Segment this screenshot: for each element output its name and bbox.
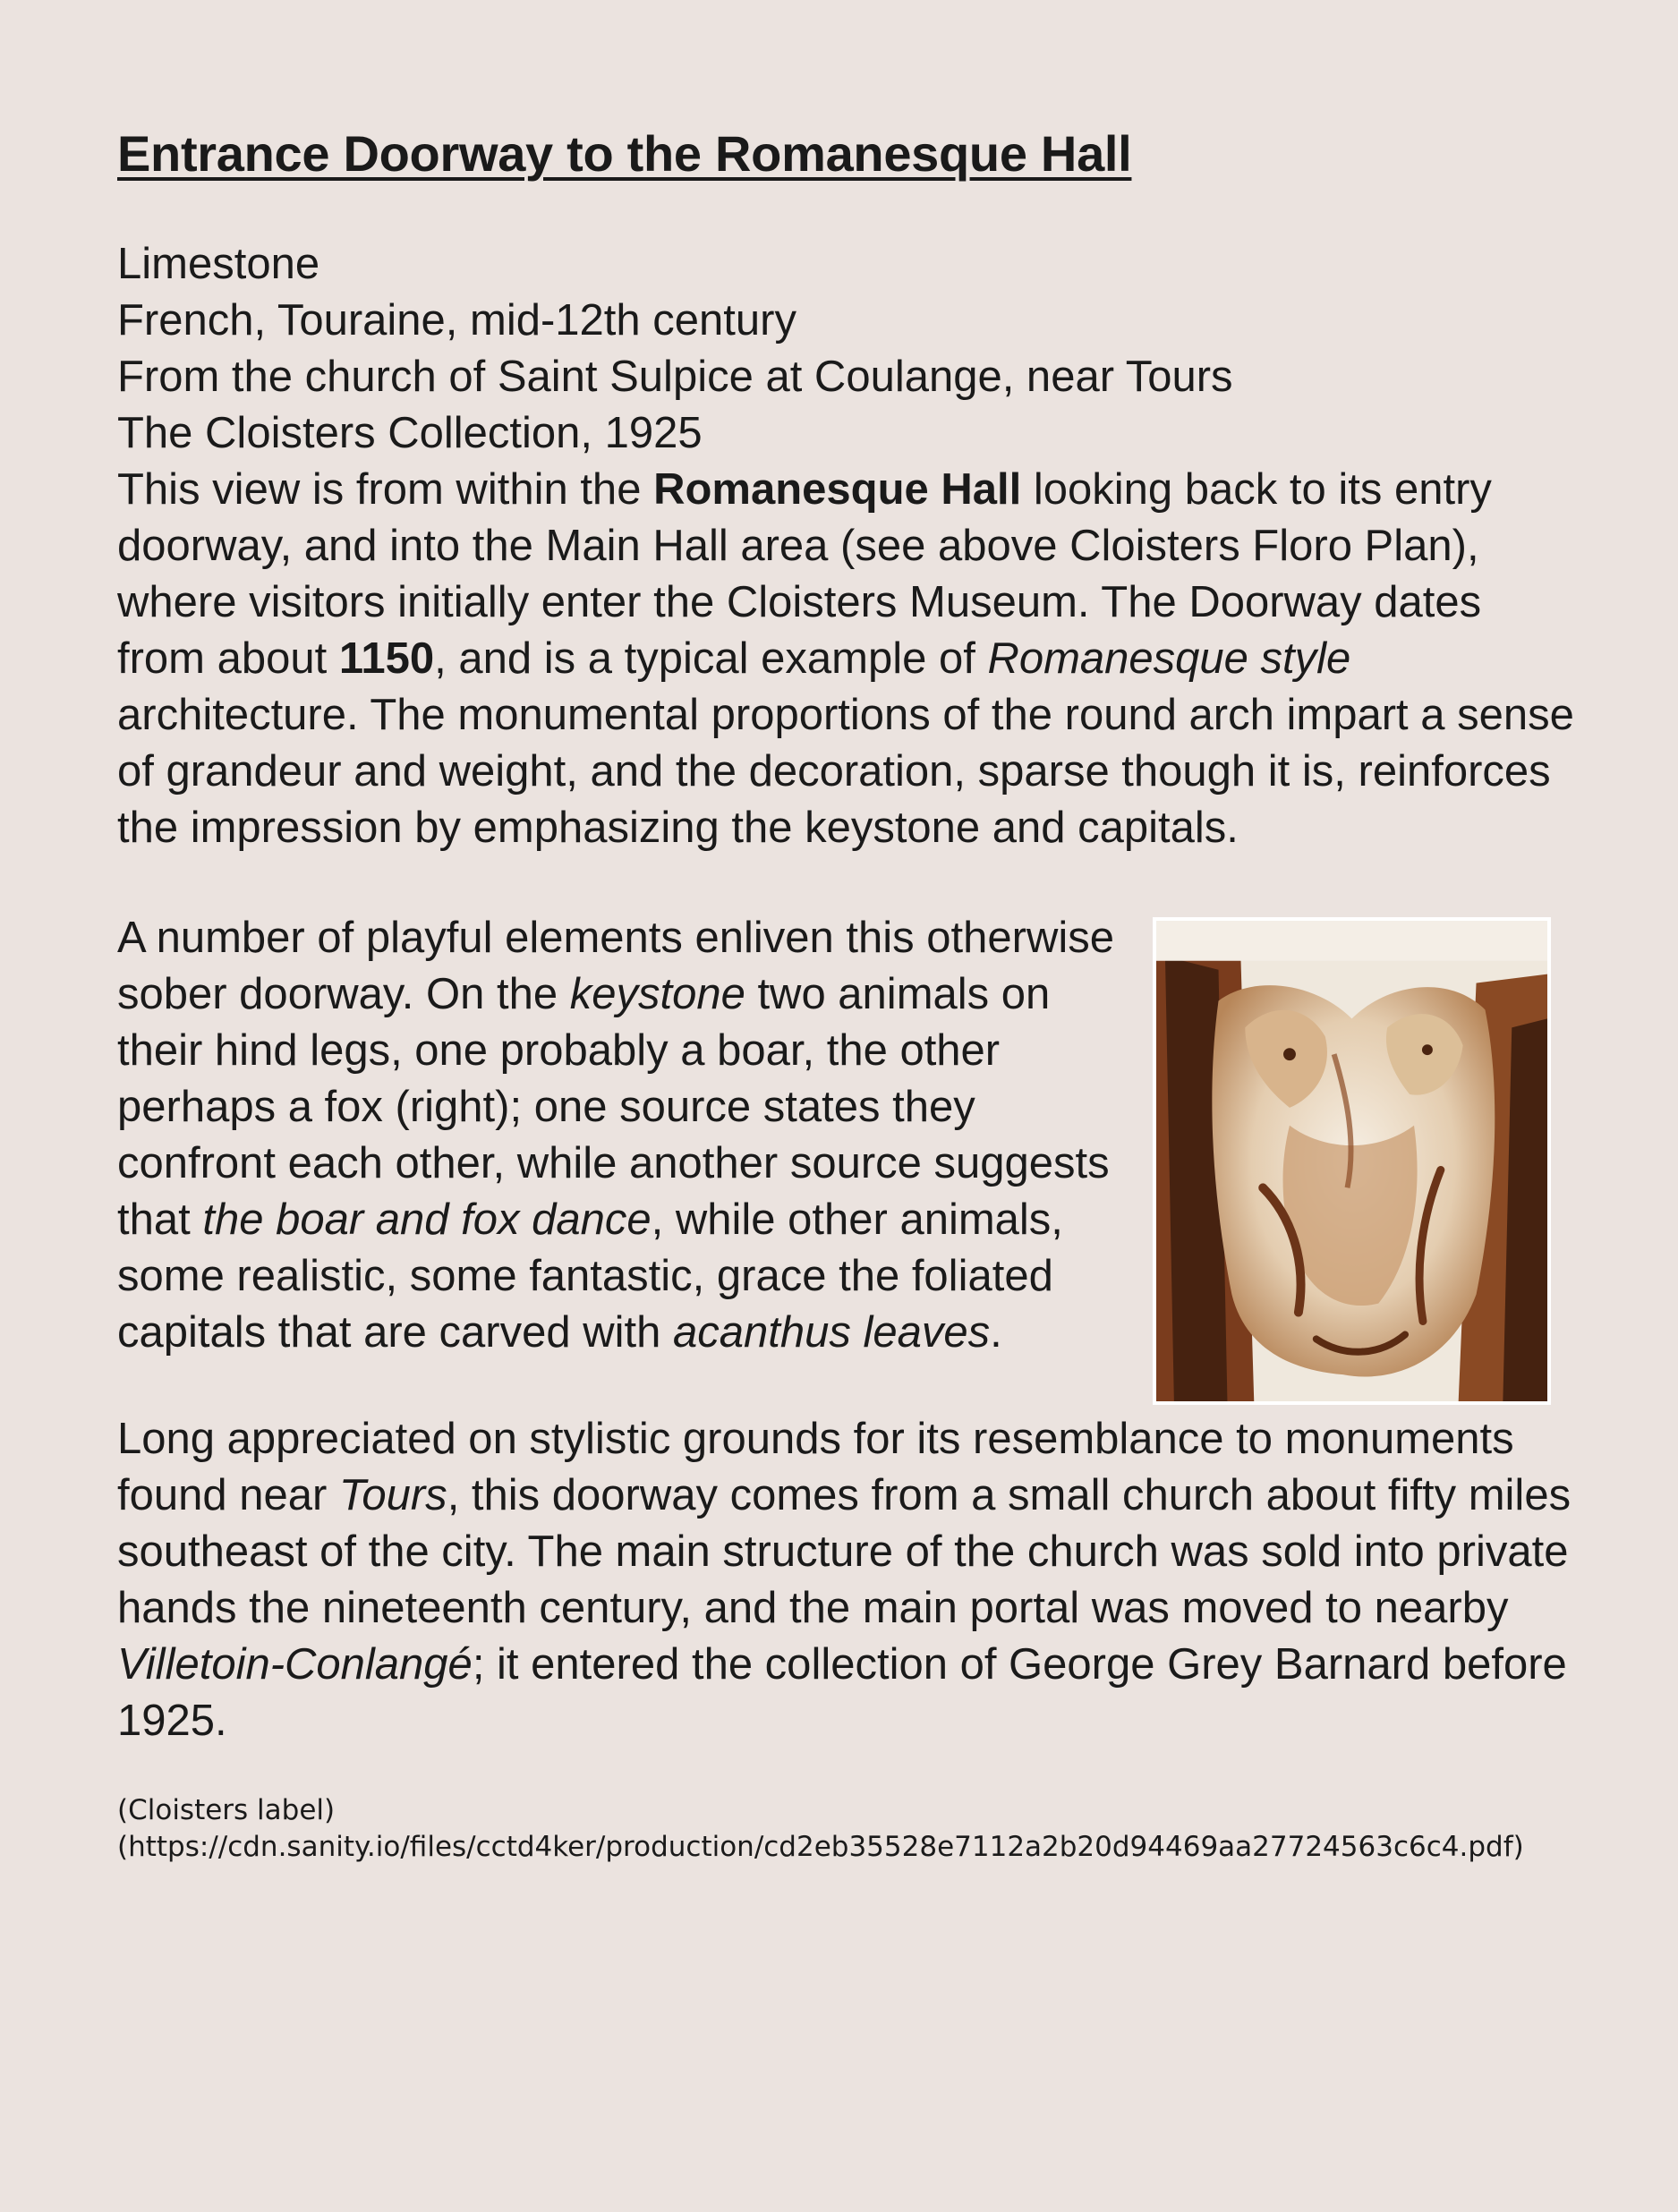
paragraph-romanesque-hall bbox=[117, 462, 1576, 856]
p2-text-3: , while other animals, some realistic, some fantastic, grace the foliated capitals that are carved with bbox=[117, 1195, 1063, 1357]
p3-text-3: ; it entered the collection of George Grey Barnard before 1925. bbox=[117, 1640, 1567, 1746]
p3-text-1: Long appreciated on stylistic grounds for its resemblance to monuments found near bbox=[117, 1415, 1514, 1520]
p3-text-2: , this doorway comes from a small church about fifty miles southeast of the city. The main structure of the church was sold into private hands the nineteenth century, and the main portal was moved to nearby bbox=[117, 1471, 1572, 1633]
collection-line: The Cloisters Collection, 1925 bbox=[117, 409, 703, 458]
fox-eye bbox=[1422, 1045, 1433, 1056]
object-details bbox=[117, 236, 1576, 462]
document-page bbox=[117, 125, 1576, 1866]
paragraph-provenance bbox=[117, 1411, 1576, 1749]
p1-text-1: This view is from within the bbox=[117, 465, 654, 515]
p1-text-2: looking back to its entry doorway, and into the Main Hall area (see above Cloisters Floro Plan), where visitors initially enter the Cloisters Museum. The Doorway dates from about bbox=[117, 465, 1492, 684]
p2-italic-dance: the boar and fox dance bbox=[202, 1195, 652, 1245]
p2-italic-keystone: keystone bbox=[569, 970, 745, 1019]
source-label: (Cloisters label) bbox=[117, 1794, 336, 1827]
provenance-line: From the church of Saint Sulpice at Coulange, near Tours bbox=[117, 353, 1233, 402]
source-citation bbox=[117, 1792, 1576, 1866]
p3-italic-villetoin: Villetoin-Conlangé bbox=[117, 1640, 473, 1689]
p3-italic-tours: Tours bbox=[338, 1471, 447, 1520]
p1-text-4: architecture. The monumental proportions of the round arch impart a sense of grandeur and weight, and the decoration, sparse though it is, reinforces the impression by emphasizing the keystone and capitals. bbox=[117, 691, 1574, 853]
origin-line: French, Touraine, mid-12th century bbox=[117, 296, 796, 345]
boar-eye bbox=[1283, 1049, 1296, 1061]
p1-bold-date: 1150 bbox=[338, 634, 435, 684]
p1-italic-style: Romanesque style bbox=[987, 634, 1351, 684]
p1-text-3: , and is a typical example of bbox=[434, 634, 988, 684]
keystone-carving-illustration bbox=[1156, 921, 1547, 1401]
paragraph-keystone bbox=[117, 910, 1137, 1361]
keystone-section bbox=[117, 910, 1576, 1411]
p2-text-2: two animals on their hind legs, one probably a boar, the other perhaps a fox (right); one source states they confront each other, while another source suggests that bbox=[117, 970, 1110, 1245]
source-url: (https://cdn.sanity.io/files/cctd4ker/production/cd2eb35528e7112a2b20d94469aa27724563c6c4.pdf) bbox=[117, 1831, 1524, 1864]
p2-text-1: A number of playful elements enliven this otherwise sober doorway. On the bbox=[117, 914, 1114, 1019]
p2-italic-acanthus: acanthus leaves bbox=[672, 1308, 991, 1357]
p1-bold-romanesque-hall: Romanesque Hall bbox=[653, 465, 1022, 515]
material-line: Limestone bbox=[117, 240, 320, 289]
keystone-carving-photo bbox=[1153, 917, 1551, 1405]
page-title: Entrance Doorway to the Romanesque Hall bbox=[117, 125, 1132, 182]
p2-text-4: . bbox=[990, 1308, 1002, 1357]
top-band bbox=[1156, 921, 1547, 961]
